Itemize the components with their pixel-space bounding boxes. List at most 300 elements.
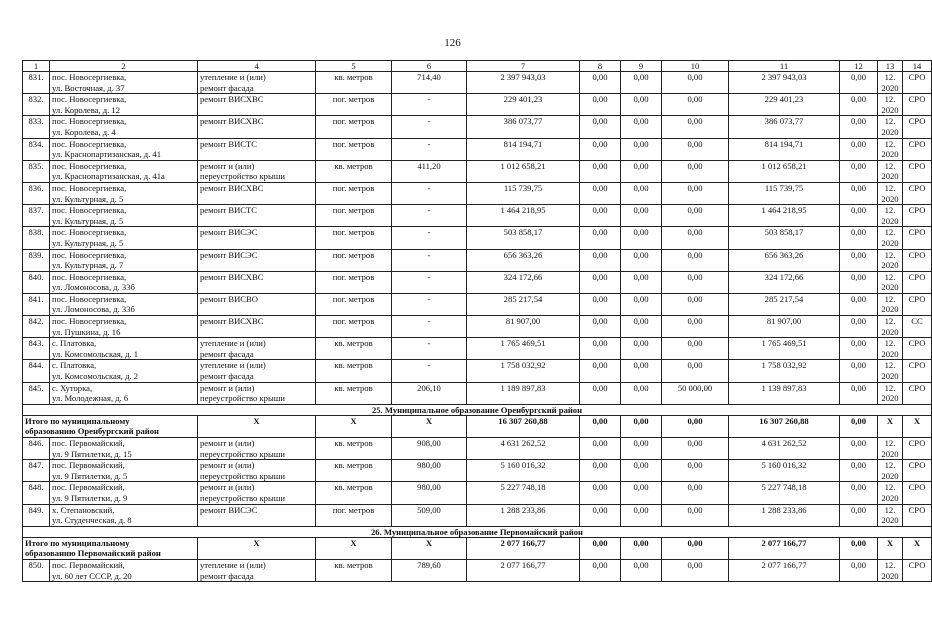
row-number: 847.: [23, 460, 50, 482]
deadline-year: 2020: [881, 515, 899, 526]
work-type-cell: [198, 72, 316, 94]
fund-method-cell: СРО: [903, 382, 932, 404]
table-row: [23, 116, 932, 138]
work-type-cell: [198, 227, 316, 249]
address-cell: [50, 382, 198, 404]
work-type-line: переустройство крыши: [200, 393, 285, 404]
table-row: [23, 360, 932, 382]
subtotal-label: [23, 415, 198, 437]
unit-cell: пог. метров: [316, 316, 392, 338]
address-street: ул. 9 Пятилетки, д. 15: [52, 448, 132, 459]
column-header: 6: [392, 61, 467, 72]
work-type-cell: [198, 293, 316, 315]
table-row: [23, 249, 932, 271]
fund-method-cell: СРО: [903, 205, 932, 227]
deadline-month: 12.: [884, 360, 896, 371]
page-number: 126: [444, 37, 461, 49]
deadline-month: 12.: [884, 94, 896, 105]
address-cell: [50, 138, 198, 160]
cost-col10-cell: 0,00: [662, 438, 729, 460]
cost-col11-cell: 1 288 233,86: [729, 504, 840, 526]
quantity-cell: -: [392, 316, 467, 338]
work-type-line: переустройство крыши: [200, 492, 285, 503]
work-type-line: утепление и (или): [200, 360, 266, 371]
address-locality: пос. Первомайский,: [52, 482, 125, 493]
table-row: [23, 182, 932, 204]
work-type-line: переустройство крыши: [200, 470, 285, 481]
cost-col10-cell: 0,00: [662, 504, 729, 526]
cost-col12-cell: 0,00: [840, 338, 878, 360]
total-cost-cell: 5 160 016,32: [467, 460, 580, 482]
work-type-line: ремонт ВИСХВС: [200, 271, 264, 282]
subtotal-col10-cell: 0,00: [662, 537, 729, 559]
deadline-year: 2020: [881, 470, 899, 481]
address-cell: [50, 316, 198, 338]
unit-cell: пог. метров: [316, 271, 392, 293]
unit-cell: пог. метров: [316, 116, 392, 138]
column-header: 7: [467, 61, 580, 72]
address-cell: [50, 293, 198, 315]
deadline-month: 12.: [884, 338, 896, 349]
total-cost-cell: 1 464 218,95: [467, 205, 580, 227]
address-cell: [50, 360, 198, 382]
cost-col9-cell: 0,00: [621, 94, 662, 116]
table-row: [23, 338, 932, 360]
deadline-cell: [878, 205, 903, 227]
quantity-cell: -: [392, 249, 467, 271]
cost-col8-cell: 0,00: [580, 138, 621, 160]
cost-col9-cell: 0,00: [621, 116, 662, 138]
fund-method-cell: СРО: [903, 293, 932, 315]
deadline-cell: [878, 316, 903, 338]
deadline-month: 12.: [884, 293, 896, 304]
table-row: [23, 316, 932, 338]
cost-col12-cell: 0,00: [840, 72, 878, 94]
repair-register-table: [22, 60, 932, 582]
total-cost-cell: 2 397 943,03: [467, 72, 580, 94]
deadline-cell: [878, 338, 903, 360]
unit-cell: кв. метров: [316, 460, 392, 482]
row-number: 845.: [23, 382, 50, 404]
deadline-year: 2020: [881, 171, 899, 182]
quantity-cell: -: [392, 94, 467, 116]
subtotal-label-line: Итого по муниципальному: [25, 537, 130, 548]
deadline-cell: [878, 160, 903, 182]
deadline-month: 12.: [884, 382, 896, 393]
address-locality: пос. Новосергиевка,: [52, 293, 127, 304]
work-type-cell: [198, 559, 316, 581]
quantity-cell: -: [392, 182, 467, 204]
address-locality: с. Хуторка,: [52, 382, 93, 393]
cost-col8-cell: 0,00: [580, 316, 621, 338]
quantity-cell: 411,20: [392, 160, 467, 182]
cost-col10-cell: 0,00: [662, 460, 729, 482]
subtotal-col12-cell: 0,00: [840, 415, 878, 437]
cost-col8-cell: 0,00: [580, 271, 621, 293]
address-street: ул. Культурная, д. 5: [52, 215, 124, 226]
cost-col8-cell: 0,00: [580, 249, 621, 271]
address-street: ул. Ломоносова, д. 33б: [52, 282, 135, 293]
x-mark: X: [903, 415, 932, 437]
subtotal-label-line: образованию Первомайский район: [25, 548, 161, 559]
quantity-cell: 206,10: [392, 382, 467, 404]
column-header: 2: [50, 61, 198, 72]
cost-col12-cell: 0,00: [840, 249, 878, 271]
table-row: [23, 293, 932, 315]
deadline-cell: [878, 249, 903, 271]
cost-col10-cell: 0,00: [662, 182, 729, 204]
fund-method-cell: СРО: [903, 460, 932, 482]
subtotal-label-line: Итого по муниципальному: [25, 415, 130, 426]
address-locality: пос. Первомайский,: [52, 438, 125, 448]
deadline-cell: [878, 72, 903, 94]
deadline-month: 12.: [884, 482, 896, 493]
fund-method-cell: СРО: [903, 94, 932, 116]
address-cell: [50, 438, 198, 460]
column-header: 10: [662, 61, 729, 72]
cost-col10-cell: 0,00: [662, 316, 729, 338]
cost-col11-cell: 229 401,23: [729, 94, 840, 116]
unit-cell: пог. метров: [316, 138, 392, 160]
subtotal-cost-cell: 2 077 166,77: [467, 537, 580, 559]
cost-col11-cell: 5 227 748,18: [729, 482, 840, 504]
quantity-cell: 980,00: [392, 460, 467, 482]
quantity-cell: -: [392, 227, 467, 249]
row-number: 842.: [23, 316, 50, 338]
column-header: 9: [621, 61, 662, 72]
address-cell: [50, 160, 198, 182]
column-header: 13: [878, 61, 903, 72]
quantity-cell: -: [392, 338, 467, 360]
cost-col9-cell: 0,00: [621, 382, 662, 404]
cost-col10-cell: 50 000,00: [662, 382, 729, 404]
column-header: 11: [729, 61, 840, 72]
cost-col9-cell: 0,00: [621, 182, 662, 204]
cost-col8-cell: 0,00: [580, 160, 621, 182]
cost-col10-cell: 0,00: [662, 559, 729, 581]
total-cost-cell: 285 217,54: [467, 293, 580, 315]
row-number: 844.: [23, 360, 50, 382]
address-street: ул. Культурная, д. 5: [52, 193, 124, 204]
fund-method-cell: СРО: [903, 338, 932, 360]
cost-col11-cell: 1 464 218,95: [729, 205, 840, 227]
cost-col10-cell: 0,00: [662, 138, 729, 160]
unit-cell: пог. метров: [316, 504, 392, 526]
section-heading-row: [23, 526, 932, 537]
row-number: 833.: [23, 116, 50, 138]
deadline-year: 2020: [881, 326, 899, 337]
work-type-cell: [198, 460, 316, 482]
quantity-cell: -: [392, 360, 467, 382]
total-cost-cell: 1 012 658,21: [467, 160, 580, 182]
row-number: 835.: [23, 160, 50, 182]
cost-col12-cell: 0,00: [840, 316, 878, 338]
cost-col8-cell: 0,00: [580, 504, 621, 526]
cost-col11-cell: 115 739,75: [729, 182, 840, 204]
work-type-line: ремонт ВИСЭС: [200, 504, 258, 515]
total-cost-cell: 503 858,17: [467, 227, 580, 249]
cost-col12-cell: 0,00: [840, 160, 878, 182]
address-locality: пос. Первомайский,: [52, 460, 125, 471]
deadline-cell: [878, 438, 903, 460]
work-type-cell: [198, 271, 316, 293]
fund-method-cell: СРО: [903, 482, 932, 504]
quantity-cell: 789,60: [392, 559, 467, 581]
subtotal-row: [23, 415, 932, 437]
deadline-year: 2020: [881, 304, 899, 315]
cost-col8-cell: 0,00: [580, 72, 621, 94]
cost-col9-cell: 0,00: [621, 293, 662, 315]
row-number: 843.: [23, 338, 50, 360]
fund-method-cell: СРО: [903, 160, 932, 182]
subtotal-col12-cell: 0,00: [840, 537, 878, 559]
work-type-line: ремонт и (или): [200, 160, 255, 171]
address-street: ул. Студенческая, д. 8: [52, 515, 132, 526]
deadline-cell: [878, 94, 903, 116]
deadline-year: 2020: [881, 126, 899, 137]
row-number: 838.: [23, 227, 50, 249]
address-cell: [50, 249, 198, 271]
total-cost-cell: 386 073,77: [467, 116, 580, 138]
fund-method-cell: СРО: [903, 504, 932, 526]
deadline-year: 2020: [881, 393, 899, 404]
deadline-cell: [878, 116, 903, 138]
address-cell: [50, 182, 198, 204]
cost-col12-cell: 0,00: [840, 438, 878, 460]
work-type-cell: [198, 249, 316, 271]
section-heading-row: [23, 404, 932, 415]
subtotal-col8-cell: 0,00: [580, 537, 621, 559]
cost-col8-cell: 0,00: [580, 205, 621, 227]
cost-col9-cell: 0,00: [621, 72, 662, 94]
row-number: 839.: [23, 249, 50, 271]
cost-col9-cell: 0,00: [621, 138, 662, 160]
cost-col12-cell: 0,00: [840, 504, 878, 526]
deadline-year: 2020: [881, 237, 899, 248]
deadline-cell: [878, 382, 903, 404]
x-mark: X: [392, 537, 467, 559]
address-locality: пос. Новосергиевка,: [52, 271, 127, 282]
deadline-cell: [878, 138, 903, 160]
deadline-month: 12.: [884, 316, 896, 327]
table-row: [23, 160, 932, 182]
work-type-cell: [198, 182, 316, 204]
deadline-year: 2020: [881, 282, 899, 293]
quantity-cell: -: [392, 271, 467, 293]
quantity-cell: -: [392, 116, 467, 138]
cost-col12-cell: 0,00: [840, 360, 878, 382]
quantity-cell: 908,00: [392, 438, 467, 460]
total-cost-cell: 2 077 166,77: [467, 559, 580, 581]
cost-col12-cell: 0,00: [840, 138, 878, 160]
cost-col12-cell: 0,00: [840, 460, 878, 482]
cost-col9-cell: 0,00: [621, 559, 662, 581]
cost-col9-cell: 0,00: [621, 482, 662, 504]
total-cost-cell: 5 227 748,18: [467, 482, 580, 504]
address-cell: [50, 559, 198, 581]
work-type-line: ремонт ВИСХВС: [200, 182, 264, 193]
cost-col11-cell: 656 363,26: [729, 249, 840, 271]
address-cell: [50, 460, 198, 482]
cost-col8-cell: 0,00: [580, 94, 621, 116]
address-cell: [50, 504, 198, 526]
cost-col12-cell: 0,00: [840, 482, 878, 504]
work-type-line: ремонт и (или): [200, 482, 255, 493]
work-type-line: ремонт фасада: [200, 82, 254, 93]
address-locality: пос. Новосергиевка,: [52, 316, 127, 327]
cost-col10-cell: 0,00: [662, 94, 729, 116]
deadline-cell: [878, 271, 903, 293]
deadline-cell: [878, 559, 903, 581]
cost-col11-cell: 503 858,17: [729, 227, 840, 249]
address-locality: пос. Новосергиевка,: [52, 205, 127, 216]
deadline-month: 12.: [884, 504, 896, 515]
deadline-month: 12.: [884, 182, 896, 193]
fund-method-cell: СРО: [903, 271, 932, 293]
deadline-month: 12.: [884, 438, 896, 448]
total-cost-cell: 1 189 897,83: [467, 382, 580, 404]
work-type-cell: [198, 382, 316, 404]
section-title: 25. Муниципальное образование Оренбургский район: [23, 404, 932, 415]
unit-cell: кв. метров: [316, 360, 392, 382]
work-type-cell: [198, 438, 316, 460]
address-street: ул. Королева, д. 12: [52, 104, 121, 115]
work-type-cell: [198, 116, 316, 138]
deadline-year: 2020: [881, 193, 899, 204]
address-locality: пос. Новосергиевка,: [52, 116, 127, 127]
cost-col12-cell: 0,00: [840, 271, 878, 293]
quantity-cell: -: [392, 138, 467, 160]
address-locality: х. Степановский,: [52, 504, 115, 515]
cost-col10-cell: 0,00: [662, 205, 729, 227]
cost-col11-cell: 324 172,66: [729, 271, 840, 293]
cost-col12-cell: 0,00: [840, 382, 878, 404]
table-row: [23, 559, 932, 581]
address-street: ул. 9 Пятилетки, д. 9: [52, 492, 128, 503]
deadline-month: 12.: [884, 227, 896, 238]
cost-col12-cell: 0,00: [840, 205, 878, 227]
address-cell: [50, 94, 198, 116]
register-body: [23, 72, 932, 582]
address-locality: пос. Новосергиевка,: [52, 227, 127, 238]
cost-col10-cell: 0,00: [662, 360, 729, 382]
deadline-month: 12.: [884, 72, 896, 82]
cost-col10-cell: 0,00: [662, 338, 729, 360]
cost-col9-cell: 0,00: [621, 460, 662, 482]
subtotal-label-line: образованию Оренбургский район: [25, 426, 159, 437]
fund-method-cell: СРО: [903, 116, 932, 138]
cost-col10-cell: 0,00: [662, 227, 729, 249]
cost-col10-cell: 0,00: [662, 482, 729, 504]
cost-col9-cell: 0,00: [621, 338, 662, 360]
address-cell: [50, 116, 198, 138]
unit-cell: пог. метров: [316, 94, 392, 116]
work-type-line: ремонт ВИСЭС: [200, 227, 258, 238]
column-header: 12: [840, 61, 878, 72]
cost-col8-cell: 0,00: [580, 559, 621, 581]
total-cost-cell: 115 739,75: [467, 182, 580, 204]
quantity-cell: 509,00: [392, 504, 467, 526]
work-type-cell: [198, 205, 316, 227]
cost-col12-cell: 0,00: [840, 116, 878, 138]
total-cost-cell: 656 363,26: [467, 249, 580, 271]
address-street: ул. 9 Пятилетки, д. 5: [52, 470, 128, 481]
cost-col11-cell: 2 397 943,03: [729, 72, 840, 94]
work-type-line: ремонт ВИСХВС: [200, 94, 264, 105]
table-row: [23, 504, 932, 526]
table-row: [23, 94, 932, 116]
quantity-cell: -: [392, 205, 467, 227]
table-row: [23, 138, 932, 160]
cost-col8-cell: 0,00: [580, 382, 621, 404]
quantity-cell: -: [392, 293, 467, 315]
unit-cell: пог. метров: [316, 249, 392, 271]
address-locality: пос. Новосергиевка,: [52, 160, 127, 171]
subtotal-row: [23, 537, 932, 559]
address-street: ул. Культурная, д. 5: [52, 237, 124, 248]
row-number: 841.: [23, 293, 50, 315]
cost-col9-cell: 0,00: [621, 271, 662, 293]
work-type-cell: [198, 138, 316, 160]
deadline-year: 2020: [881, 149, 899, 160]
deadline-year: 2020: [881, 260, 899, 271]
unit-cell: пог. метров: [316, 227, 392, 249]
column-header: 14: [903, 61, 932, 72]
cost-col11-cell: 1 139 897,83: [729, 382, 840, 404]
work-type-line: ремонт ВИСТС: [200, 138, 258, 149]
total-cost-cell: 81 907,00: [467, 316, 580, 338]
deadline-year: 2020: [881, 448, 899, 459]
row-number: 837.: [23, 205, 50, 227]
fund-method-cell: СРО: [903, 249, 932, 271]
unit-cell: кв. метров: [316, 559, 392, 581]
cost-col12-cell: 0,00: [840, 293, 878, 315]
cost-col11-cell: 1 012 658,21: [729, 160, 840, 182]
deadline-month: 12.: [884, 116, 896, 127]
total-cost-cell: 324 172,66: [467, 271, 580, 293]
address-cell: [50, 338, 198, 360]
address-street: ул. 60 лет СССР, д. 20: [52, 570, 132, 581]
total-cost-cell: 229 401,23: [467, 94, 580, 116]
cost-col11-cell: 386 073,77: [729, 116, 840, 138]
address-locality: пос. Новосергиевка,: [52, 94, 127, 105]
x-mark: X: [198, 415, 316, 437]
work-type-cell: [198, 160, 316, 182]
unit-cell: пог. метров: [316, 293, 392, 315]
work-type-line: ремонт ВИСХВС: [200, 116, 264, 127]
address-locality: с. Платовка,: [52, 360, 97, 371]
address-locality: пос. Новосергиевка,: [52, 182, 127, 193]
subtotal-label: [23, 537, 198, 559]
fund-method-cell: СРО: [903, 559, 932, 581]
deadline-cell: [878, 227, 903, 249]
address-street: ул. Пушкина, д. 16: [52, 326, 121, 337]
cost-col12-cell: 0,00: [840, 559, 878, 581]
unit-cell: кв. метров: [316, 438, 392, 460]
x-mark: X: [316, 415, 392, 437]
fund-method-cell: СРО: [903, 182, 932, 204]
cost-col11-cell: 81 907,00: [729, 316, 840, 338]
row-number: 849.: [23, 504, 50, 526]
cost-col9-cell: 0,00: [621, 249, 662, 271]
row-number: 840.: [23, 271, 50, 293]
cost-col9-cell: 0,00: [621, 360, 662, 382]
deadline-year: 2020: [881, 104, 899, 115]
row-number: 846.: [23, 438, 50, 460]
work-type-line: ремонт и (или): [200, 438, 255, 448]
deadline-month: 12.: [884, 138, 896, 149]
table-row: [23, 482, 932, 504]
